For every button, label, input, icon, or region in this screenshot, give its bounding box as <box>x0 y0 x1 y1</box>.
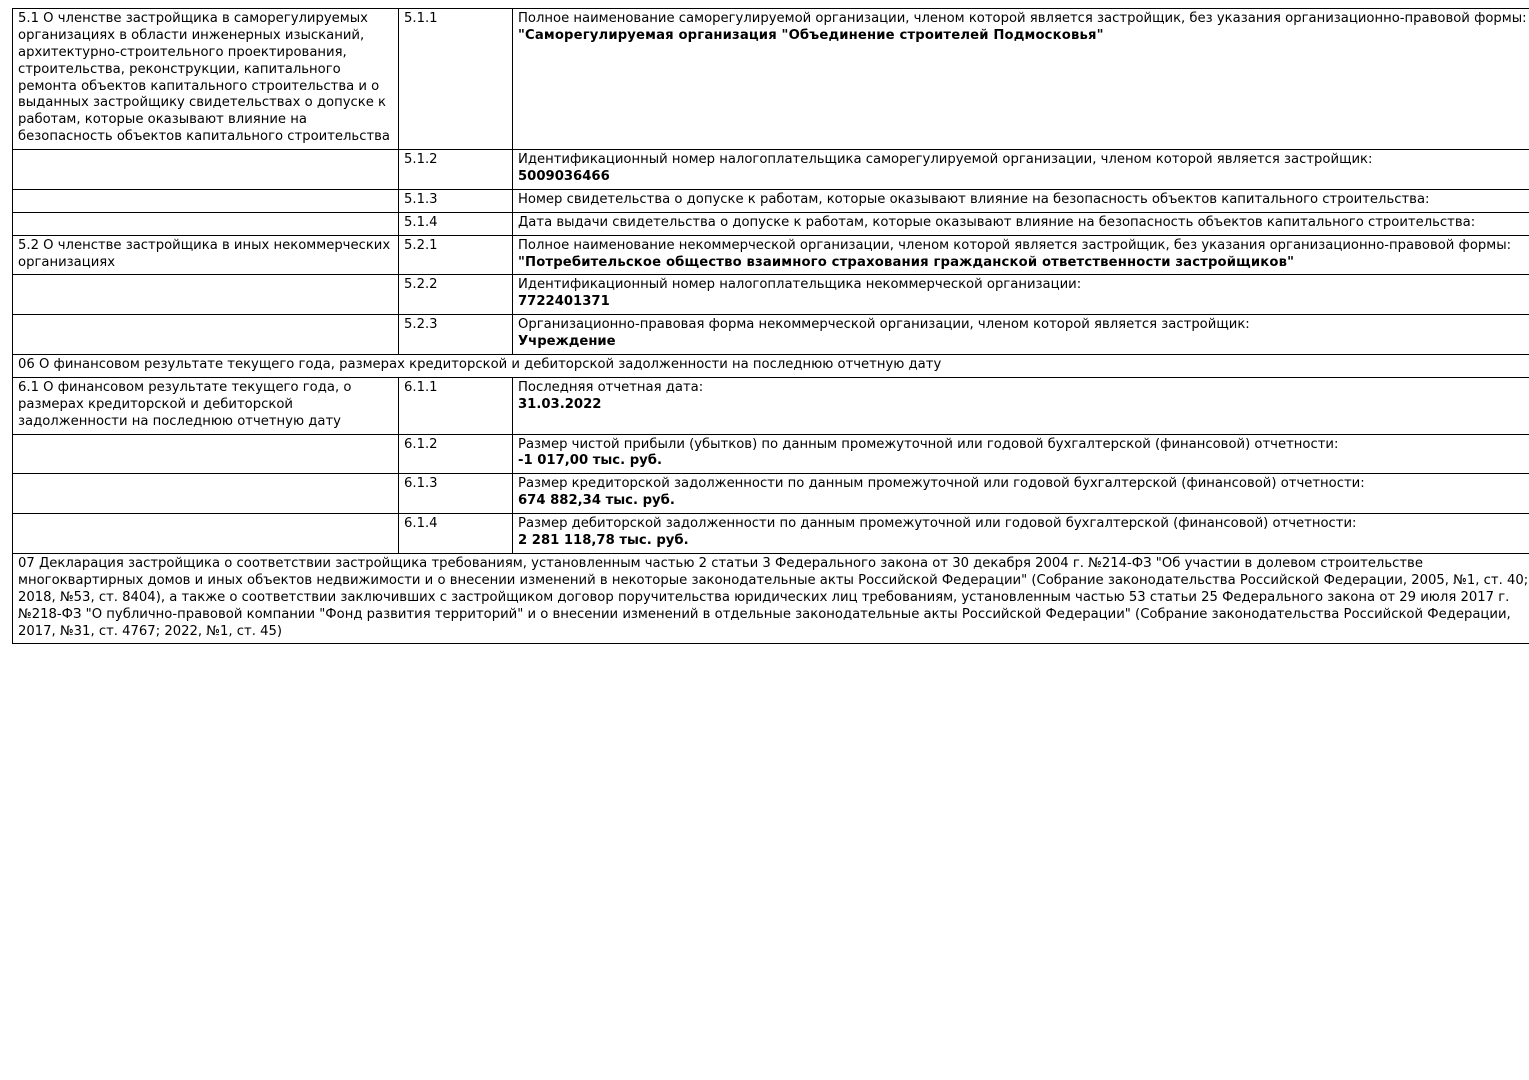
table-row <box>13 150 1529 190</box>
table-row <box>13 9 1529 150</box>
row-label-5-1-4 <box>13 212 399 235</box>
section-header-07: 07 Декларация застройщика о соответствии застройщика требованиям, установленным частью 2 статьи 3 Федерального закона от 30 декабря 2004 г. №214-ФЗ "Об участии в долевом строительстве многоквартирных домов и иных объектов недвижимости и о внесении изменений в некоторые законодательные акты Российской Федерации" (Собрание законодательства Российской Федерации, 2005, №1, ст. 40; 2018, №53, ст. 8404), а также о соответствии заключивших с застройщиком договор поручительства юридических лиц требованиям, установленным частью 53 статьи 25 Федерального закона от 29 июля 2017 г. №218-ФЗ "О публично-правовой компании "Фонд развития территорий" и о внесении изменений в отдельные законодательные акты Российской Федерации" (Собрание законодательства Российской Федерации, 2017, №31, ст. 4767; 2022, №1, ст. 45) <box>13 553 1529 643</box>
row-text-6-1-1: Последняя отчетная дата: <box>518 379 704 395</box>
row-text-5-1-2: Идентификационный номер налогоплательщика саморегулируемой организации, членом которой является застройщик: <box>518 152 1373 168</box>
section-header-row <box>13 355 1529 378</box>
row-number-5-2-2: 5.2.2 <box>399 275 513 315</box>
section-header-06: 06 О финансовом результате текущего года, размерах кредиторской и дебиторской задолженности на последнюю отчетную дату <box>13 355 1529 378</box>
table-row <box>13 514 1529 554</box>
row-content-6-1-4 <box>513 514 1529 554</box>
row-label-6-1-4 <box>13 514 399 554</box>
row-value-6-1-1: 31.03.2022 <box>518 396 602 412</box>
row-text-5-2-3: Организационно-правовая форма некоммерческой организации, членом которой является застройщик: <box>518 317 1250 333</box>
row-content-6-1-1 <box>513 377 1529 434</box>
row-label-6-1-2 <box>13 434 399 474</box>
row-label-5-1-3 <box>13 189 399 212</box>
row-value-5-2-2: 7722401371 <box>518 294 610 310</box>
row-text-6-1-2: Размер чистой прибыли (убытков) по данным промежуточной или годовой бухгалтерской (финансовой) отчетности: <box>518 436 1339 452</box>
row-text-6-1-3: Размер кредиторской задолженности по данным промежуточной или годовой бухгалтерской (финансовой) отчетности: <box>518 476 1365 492</box>
row-number-6-1-3: 6.1.3 <box>399 474 513 514</box>
section-header-row <box>13 553 1529 643</box>
row-number-5-1-4: 5.1.4 <box>399 212 513 235</box>
row-number-6-1-4: 6.1.4 <box>399 514 513 554</box>
row-content-5-2-3 <box>513 315 1529 355</box>
row-content-5-2-2 <box>513 275 1529 315</box>
row-number-5-2-3: 5.2.3 <box>399 315 513 355</box>
row-text-5-1-3: Номер свидетельства о допуске к работам, которые оказывают влияние на безопасность объектов капитального строительства: <box>518 191 1430 207</box>
row-value-6-1-3: 674 882,34 тыс. руб. <box>518 493 675 509</box>
row-text-5-2-1: Полное наименование некоммерческой организации, членом которой является застройщик, без указания организационно-правовой формы: <box>518 237 1512 253</box>
table-row <box>13 377 1529 434</box>
row-content-6-1-3 <box>513 474 1529 514</box>
row-content-5-1-3 <box>513 189 1529 212</box>
row-label-5-2-3 <box>13 315 399 355</box>
row-number-5-2-1: 5.2.1 <box>399 235 513 275</box>
table-row <box>13 235 1529 275</box>
row-content-5-1-2 <box>513 150 1529 190</box>
row-text-5-1-1: Полное наименование саморегулируемой организации, членом которой является застройщик, без указания организационно-правовой формы: <box>518 11 1527 26</box>
row-content-6-1-2 <box>513 434 1529 474</box>
row-value-5-2-3: Учреждение <box>518 334 616 350</box>
row-value-5-1-1: "Саморегулируемая организация "Объединение строителей Подмосковья" <box>518 27 1104 43</box>
row-text-5-1-4: Дата выдачи свидетельства о допуске к работам, которые оказывают влияние на безопасность объектов капитального строительства: <box>518 214 1476 230</box>
row-content-5-1-1 <box>513 9 1529 150</box>
table-row <box>13 474 1529 514</box>
row-number-6-1-1: 6.1.1 <box>399 377 513 434</box>
row-number-5-1-2: 5.1.2 <box>399 150 513 190</box>
row-content-5-1-4 <box>513 212 1529 235</box>
table-row <box>13 315 1529 355</box>
table-row <box>13 212 1529 235</box>
table-row <box>13 275 1529 315</box>
row-content-5-2-1 <box>513 235 1529 275</box>
row-label-6-1: 6.1 О финансовом результате текущего года, о размерах кредиторской и дебиторской задолженности на последнюю отчетную дату <box>13 377 399 434</box>
row-value-5-2-1: "Потребительское общество взаимного страхования гражданской ответственности застройщиков" <box>518 254 1295 270</box>
row-value-5-1-2: 5009036466 <box>518 169 610 185</box>
row-text-6-1-4: Размер дебиторской задолженности по данным промежуточной или годовой бухгалтерской (финансовой) отчетности: <box>518 516 1357 532</box>
developer-declaration-table <box>12 8 1529 644</box>
row-label-5-2: 5.2 О членстве застройщика в иных некоммерческих организациях <box>13 235 399 275</box>
row-label-5-1-2 <box>13 150 399 190</box>
row-value-6-1-2: -1 017,00 тыс. руб. <box>518 453 662 469</box>
row-text-5-2-2: Идентификационный номер налогоплательщика некоммерческой организации: <box>518 277 1082 293</box>
row-label-5-1: 5.1 О членстве застройщика в саморегулируемых организациях в области инженерных изысканий, архитектурно-строительного проектирования, строительства, реконструкции, капитального ремонта объектов капитального строительства и о выданных застройщику свидетельствах о допуске к работам, которые оказывают влияние на безопасность объектов капитального строительства <box>13 9 399 150</box>
row-number-5-1-1: 5.1.1 <box>399 9 513 150</box>
table-row <box>13 434 1529 474</box>
row-value-6-1-4: 2 281 118,78 тыс. руб. <box>518 533 689 549</box>
table-row <box>13 189 1529 212</box>
row-label-5-2-2 <box>13 275 399 315</box>
row-number-5-1-3: 5.1.3 <box>399 189 513 212</box>
row-label-6-1-3 <box>13 474 399 514</box>
row-number-6-1-2: 6.1.2 <box>399 434 513 474</box>
